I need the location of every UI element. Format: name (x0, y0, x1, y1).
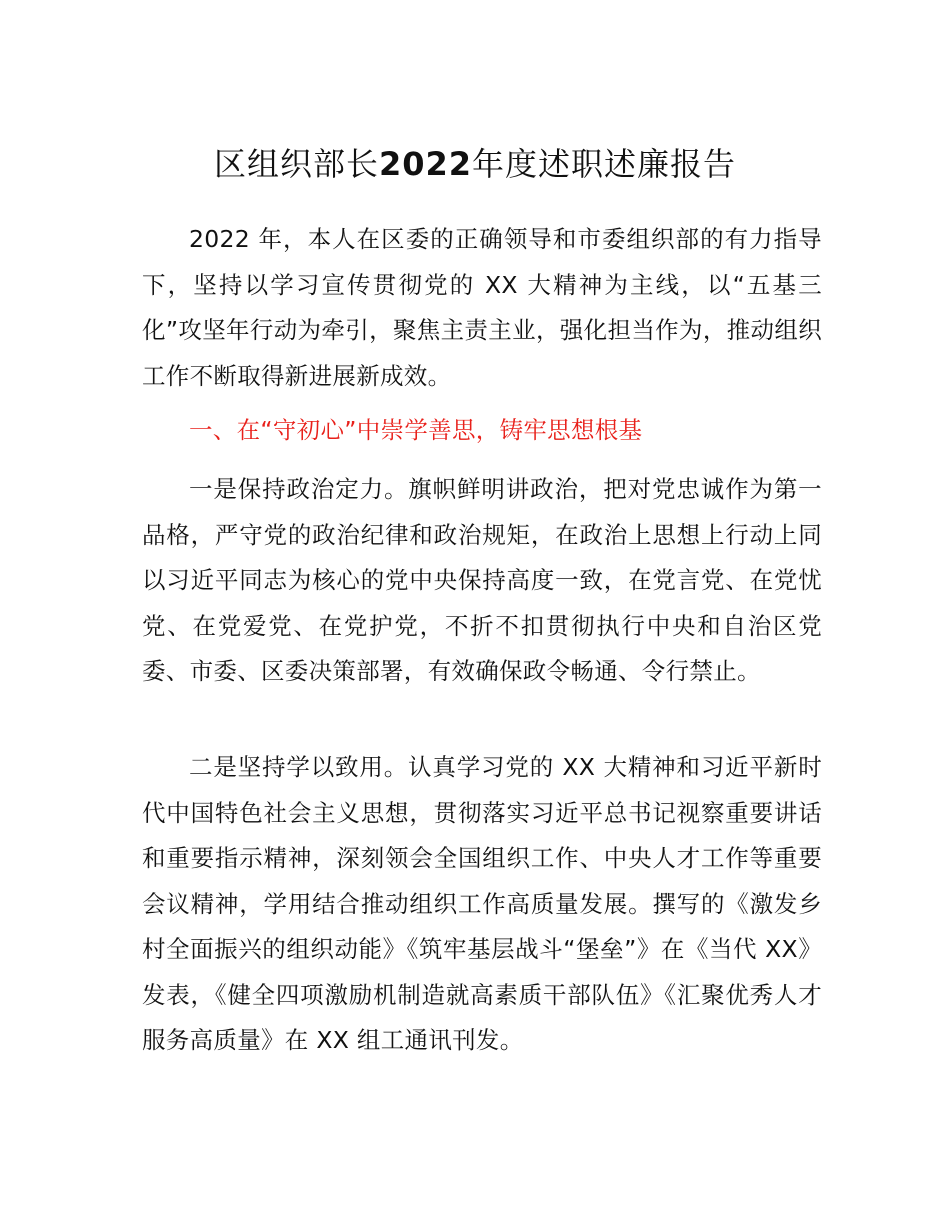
section-heading-1: 一、在“守初心”中崇学善思，铸牢思想根基 (189, 416, 643, 444)
document-title (0, 140, 950, 188)
intro-paragraph: 2022 年，本人在区委的正确领导和市委组织部的有力指导下，坚持以学习宣传贯彻党的 XX 大精神为主线，以“五基三化”攻坚年行动为牵引，聚焦主责主业，强化担当作为，推动组织工作不断取得新进展新成效。 (142, 225, 822, 390)
point-paragraph-1: 一是保持政治定力。旗帜鲜明讲政治，把对党忠诚作为第一品格，严守党的政治纪律和政治规矩，在政治上思想上行动上同以习近平同志为核心的党中央保持高度一致，在党言党、在党忧党、在党爱党、在党护党，不折不扣贯彻执行中央和自治区党委、市委、区委决策部署，有效确保政令畅通、令行禁止。 (142, 475, 822, 685)
title-year: 2022 (378, 145, 473, 183)
point-paragraph-2: 二是坚持学以致用。认真学习党的 XX 大精神和习近平新时代中国特色社会主义思想，贯彻落实习近平总书记视察重要讲话和重要指示精神，深刻领会全国组织工作、中央人才工作等重要会议精神，学用结合推动组织工作高质量发展。撰写的《激发乡村全面振兴的组织动能》《筑牢基层战斗“堡垒”》在《当代 XX》发表，《健全四项激励机制造就高素质干部队伍》《汇聚优秀人才服务高质量》在 XX 组工通讯刊发。 (142, 753, 822, 1054)
title-suffix: 年度述职述廉报告 (472, 145, 737, 183)
title-prefix: 区组织部长 (213, 145, 379, 183)
